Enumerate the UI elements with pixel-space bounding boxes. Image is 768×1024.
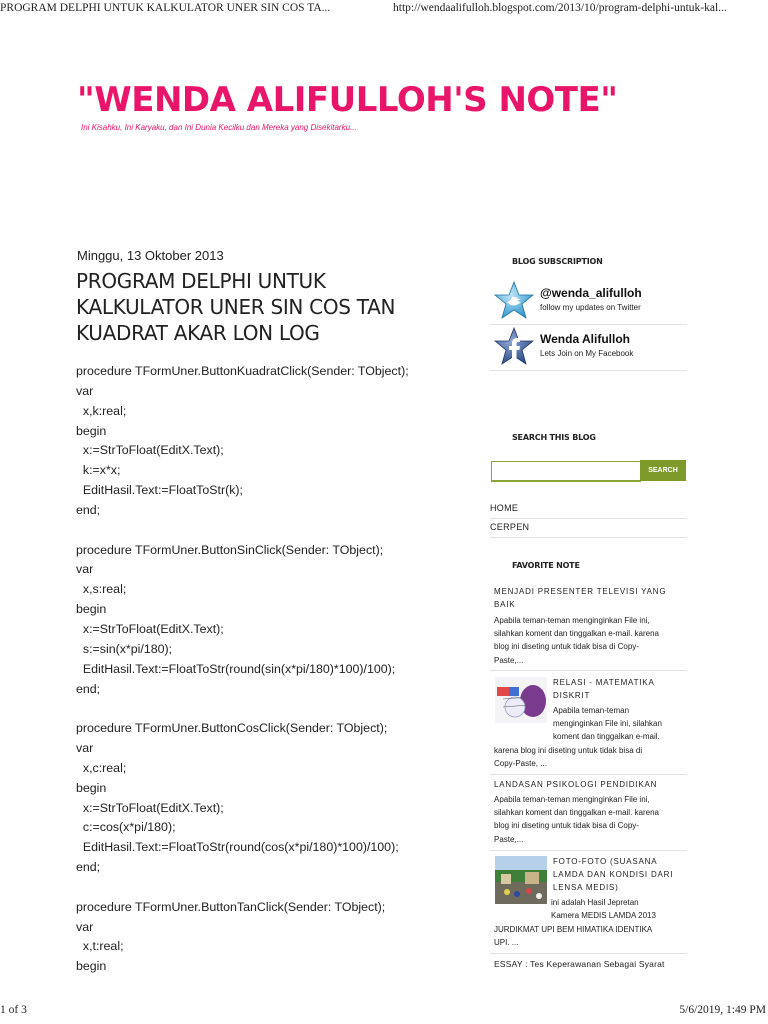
code-line: x,s:real; bbox=[76, 582, 127, 597]
favorite-item-snippet bbox=[494, 744, 642, 770]
divider bbox=[490, 953, 687, 954]
snippet-line: ini adalah Hasil Jepretan bbox=[551, 898, 639, 907]
favorite-item-snippet bbox=[494, 614, 659, 667]
subscription-widget-title: BLOG SUBSCRIPTION bbox=[512, 257, 603, 266]
facebook-icon bbox=[492, 326, 536, 370]
code-line: EditHasil.Text:=FloatToStr(round(cos(x*pi/180)*100)/100); bbox=[76, 840, 399, 855]
favorite-item-title[interactable] bbox=[494, 958, 665, 971]
snippet-line: Paste,... bbox=[494, 834, 524, 844]
divider bbox=[490, 537, 687, 538]
snippet-line: Copy-Paste, ... bbox=[494, 759, 547, 769]
code-line: var bbox=[76, 562, 94, 577]
post-date: Minggu, 13 Oktober 2013 bbox=[77, 248, 224, 263]
code-line: x:=StrToFloat(EditX.Text); bbox=[76, 621, 224, 636]
post-body-code bbox=[76, 362, 476, 977]
print-page-url[interactable]: http://wendaalifulloh.blogspot.com/2013/10/program-delphi-untuk-kal... bbox=[393, 2, 727, 14]
favorite-item-title-line: BAIK bbox=[494, 600, 516, 609]
code-line: var bbox=[76, 741, 94, 756]
snippet-line: Paste,... bbox=[494, 655, 524, 665]
snippet-line: silahkan koment dan tinggalkan e-mail. karena bbox=[494, 629, 659, 639]
favorite-item-title-line: FOTO-FOTO (SUASANA bbox=[553, 857, 658, 866]
code-line: procedure TFormUner.ButtonKuadratClick(Sender: TObject); bbox=[76, 364, 409, 378]
print-datetime: 5/6/2019, 1:49 PM bbox=[679, 1004, 766, 1016]
divider bbox=[490, 518, 687, 519]
code-line: x,t:real; bbox=[76, 939, 124, 954]
favorite-item-title-line: LAMDA DAN KONDISI DARI bbox=[553, 870, 674, 879]
snippet-line: Kamera MEDIS LAMDA 2013 bbox=[551, 911, 656, 921]
search-input[interactable] bbox=[491, 461, 641, 482]
snippet-line: blog ini diseting untuk tidak bisa di Copy- bbox=[494, 821, 639, 831]
code-line: x,k:real; bbox=[76, 403, 127, 418]
code-line: procedure TFormUner.ButtonSinClick(Sender: TObject); bbox=[76, 542, 384, 557]
favorite-item-title-line: DISKRIT bbox=[553, 691, 591, 700]
favorite-item-title[interactable] bbox=[494, 585, 666, 611]
code-line: x:=StrToFloat(EditX.Text); bbox=[76, 443, 224, 458]
snippet-line: JURDIKMAT UPI BEM HIMATIKA IDENTIKA bbox=[494, 925, 653, 934]
snippet-line: koment dan tinggalkan e-mail. bbox=[553, 732, 660, 742]
code-line: EditHasil.Text:=FloatToStr(round(sin(x*pi/180)*100)/100); bbox=[76, 661, 396, 676]
favorite-item-snippet bbox=[553, 704, 662, 744]
twitter-handle[interactable]: @wenda_alifulloh bbox=[540, 286, 642, 300]
code-line: begin bbox=[76, 423, 107, 438]
facebook-description: Lets Join on My Facebook bbox=[540, 349, 634, 358]
facebook-name[interactable]: Wenda Alifulloh bbox=[540, 332, 630, 346]
code-line: begin bbox=[76, 780, 107, 795]
favorite-widget-title: FAVORITE NOTE bbox=[512, 561, 580, 570]
code-line bbox=[76, 521, 476, 541]
divider bbox=[490, 850, 687, 851]
code-line: c:=cos(x*pi/180); bbox=[76, 820, 176, 835]
foto-thumbnail-image[interactable] bbox=[495, 856, 547, 904]
search-widget-title: SEARCH THIS BLOG bbox=[512, 433, 596, 442]
snippet-line: Apabila teman-teman menginginkan File ini, bbox=[494, 795, 650, 804]
code-line: var bbox=[76, 919, 94, 934]
snippet-line: menginginkan File ini, silahkan bbox=[553, 719, 662, 729]
favorite-item-title-line: RELASI - MATEMATIKA bbox=[553, 678, 655, 687]
code-line: x,c:real; bbox=[76, 760, 127, 775]
favorite-item-title-line: LANDASAN PSIKOLOGI PENDIDIKAN bbox=[494, 780, 658, 789]
code-line: x:=StrToFloat(EditX.Text); bbox=[76, 800, 224, 815]
code-line: end; bbox=[76, 681, 101, 696]
print-footer bbox=[0, 1004, 768, 1020]
twitter-description: follow my updates on Twitter bbox=[540, 303, 641, 312]
favorite-item-title[interactable] bbox=[553, 676, 655, 702]
twitter-subscription[interactable] bbox=[490, 280, 686, 324]
facebook-subscription[interactable] bbox=[490, 326, 686, 370]
favorite-item-title-line: LENSA MEDIS) bbox=[553, 883, 619, 892]
print-header bbox=[0, 2, 768, 18]
favorite-item-title[interactable] bbox=[553, 855, 673, 894]
divider bbox=[490, 774, 687, 775]
snippet-line: karena blog ini diseting untuk tidak bisa di bbox=[494, 746, 643, 755]
code-line: s:=sin(x*pi/180); bbox=[76, 641, 173, 656]
favorite-item-title[interactable] bbox=[494, 778, 657, 791]
post-title[interactable] bbox=[76, 268, 476, 346]
favorite-item-snippet bbox=[494, 923, 652, 949]
favorite-item-snippet bbox=[551, 896, 656, 922]
snippet-line: Apabila teman-teman bbox=[553, 706, 630, 715]
favorite-item-title-line: MENJADI PRESENTER TELEVISI YANG bbox=[494, 587, 667, 596]
code-line: end; bbox=[76, 860, 101, 875]
favorite-item-title-line: ESSAY : Tes Keperawanan Sebagai Syarat bbox=[494, 959, 665, 969]
post-title-line: KUADRAT AKAR LON LOG bbox=[76, 321, 320, 345]
code-line: begin bbox=[76, 959, 107, 974]
blog-description: Ini Kisahku, Ini Karyaku, dan Ini Dunia Kecilku dan Mereka yang Disekitarku... bbox=[81, 123, 357, 132]
nav-link-home[interactable]: HOME bbox=[490, 503, 519, 513]
code-line: var bbox=[76, 383, 94, 398]
post-title-line: KALKULATOR UNER SIN COS TAN bbox=[76, 295, 396, 319]
code-line: procedure TFormUner.ButtonTanClick(Sender: TObject); bbox=[76, 899, 386, 914]
twitter-bird-icon bbox=[492, 280, 536, 324]
nav-link-cerpen[interactable]: CERPEN bbox=[490, 522, 530, 532]
blog-title[interactable]: "WENDA ALIFULLOH'S NOTE" bbox=[77, 80, 618, 120]
post-title-line: PROGRAM DELPHI UNTUK bbox=[76, 269, 326, 293]
search-button[interactable]: SEARCH bbox=[640, 460, 686, 481]
snippet-line: blog ini diseting untuk tidak bisa di Copy- bbox=[494, 642, 639, 652]
code-line: end; bbox=[76, 502, 101, 517]
code-line: k:=x*x; bbox=[76, 463, 121, 478]
code-line bbox=[76, 699, 476, 719]
code-line bbox=[76, 878, 476, 898]
print-page-number: 1 of 3 bbox=[0, 1004, 27, 1016]
code-line: procedure TFormUner.ButtonCosClick(Sender: TObject); bbox=[76, 721, 388, 736]
code-line: EditHasil.Text:=FloatToStr(k); bbox=[76, 483, 243, 498]
snippet-line: UPI. ... bbox=[494, 938, 519, 948]
print-page-title: PROGRAM DELPHI UNTUK KALKULATOR UNER SIN COS TA... bbox=[0, 2, 331, 14]
divider bbox=[490, 670, 687, 671]
snippet-line: Apabila teman-teman menginginkan File ini, bbox=[494, 616, 650, 625]
divider bbox=[490, 370, 687, 371]
favorite-item-snippet bbox=[494, 793, 659, 846]
code-line: begin bbox=[76, 602, 107, 617]
relasi-thumbnail-image[interactable] bbox=[495, 677, 547, 723]
snippet-line: silahkan koment dan tinggalkan e-mail. karena bbox=[494, 808, 659, 818]
divider bbox=[490, 324, 687, 325]
